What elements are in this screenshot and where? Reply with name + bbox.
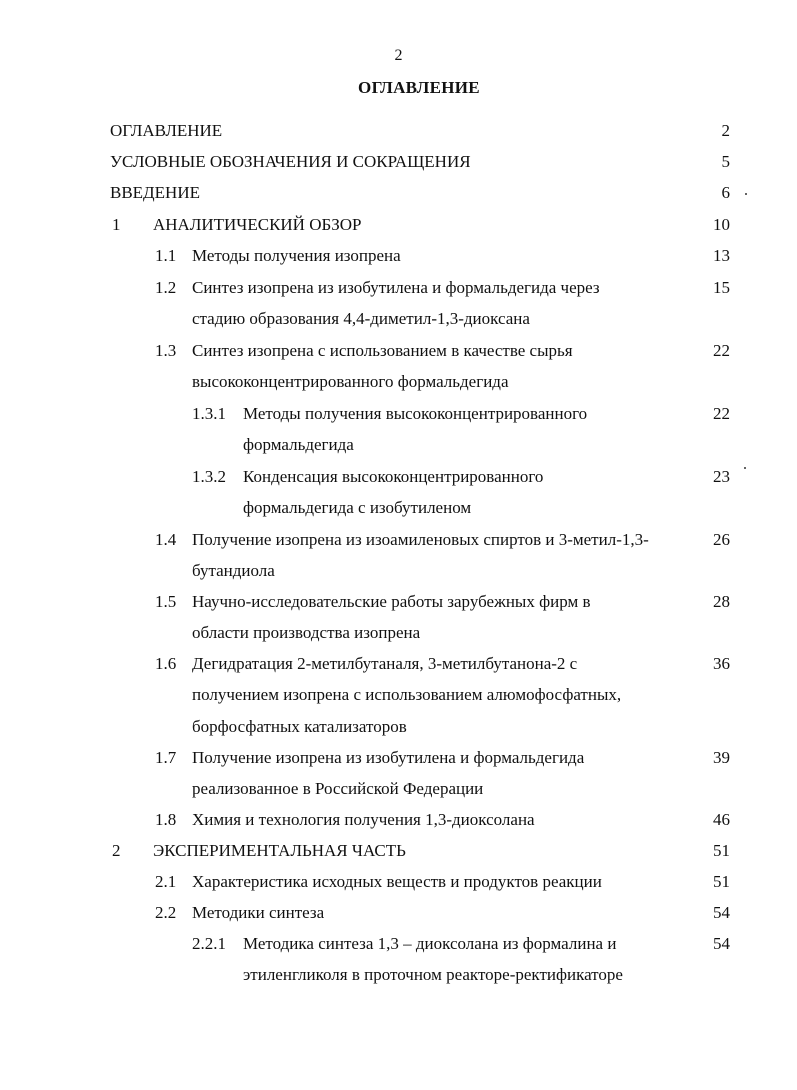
toc-entry-title-line: Методики синтеза (192, 903, 325, 922)
toc-entry-page: 15 (713, 278, 730, 297)
page-number: 2 (394, 47, 403, 64)
toc-entry-page: 2 (721, 121, 730, 140)
toc-entry-number: 1.5 (155, 592, 177, 611)
toc-entry (0, 146, 797, 177)
toc-entry (0, 804, 797, 835)
toc-entry (0, 866, 797, 897)
toc-entry-page: 36 (713, 654, 730, 673)
toc-entry (0, 115, 797, 146)
toc-entry-title-line: Синтез изопрена из изобутилена и формальдегида через (192, 278, 600, 297)
toc-entry-title-line: реализованное в Российской Федерации (192, 779, 484, 799)
toc-entry (0, 240, 797, 271)
toc-entry-page: 51 (713, 841, 730, 860)
toc-entry-page: 6 (721, 183, 730, 202)
toc-entry-page: 39 (713, 748, 730, 767)
toc-entry-page: 54 (713, 903, 730, 922)
toc-entry-title-line: Дегидратация 2-метилбутаналя, 3-метилбутанона-2 с (192, 654, 578, 673)
toc-entry-title-line: получением изопрена с использованием алюмофосфатных, (192, 685, 622, 705)
toc-entry (0, 209, 797, 240)
toc-entry (0, 742, 797, 805)
toc-entry (0, 272, 797, 335)
toc-entry-page: 22 (713, 404, 730, 423)
toc-entry-number: 1.1 (155, 246, 177, 265)
toc-entry-title-line: ВВЕДЕНИЕ (110, 183, 200, 202)
toc-entry-number: 1.7 (155, 748, 177, 767)
toc-entry-number: 2.2 (155, 903, 177, 922)
toc-entry-title-line: Методы получения высококонцентрированного (243, 404, 588, 423)
toc-entry-title-line: Получение изопрена из изоамиленовых спиртов и 3-метил-1,3- (192, 530, 649, 549)
toc-entry-page: 46 (713, 810, 730, 829)
toc-entry (0, 398, 797, 461)
toc-entry-title-line: Научно-исследовательские работы зарубежных фирм в (192, 592, 591, 611)
toc-entry-title-line: ОГЛАВЛЕНИЕ (110, 121, 223, 140)
toc-entry-page: 10 (713, 215, 730, 234)
toc-entry-number: 1.3.1 (192, 404, 226, 423)
page-title: ОГЛАВЛЕНИЕ (358, 78, 480, 97)
toc-entry-number: 2.2.1 (192, 934, 226, 953)
toc-entry-title-line: Получение изопрена из изобутилена и формальдегида (192, 748, 585, 767)
toc-entry-title-line: бутандиола (192, 561, 275, 581)
toc-entry-page: 5 (721, 152, 730, 171)
toc-entry-number: 1 (112, 215, 121, 234)
toc-entry-number: 2.1 (155, 872, 177, 891)
toc-entry-title-line: Характеристика исходных веществ и продуктов реакции (192, 872, 602, 891)
toc-entry-title-line: формальдегида с изобутиленом (243, 498, 472, 518)
toc-entry-number: 2 (112, 841, 121, 860)
toc-entry (0, 648, 797, 742)
toc-entry-page: 28 (713, 592, 730, 611)
toc-entry (0, 177, 797, 208)
toc-entry-title-line: Конденсация высококонцентрированного (243, 467, 544, 486)
toc-entry-page: 26 (713, 530, 730, 549)
toc-entry (0, 461, 797, 524)
toc-entry (0, 835, 797, 866)
toc-entry-title-line: стадию образования 4,4-диметил-1,3-диоксана (192, 309, 530, 329)
toc-entry-title-line: борфосфатных катализаторов (192, 716, 407, 736)
toc-entry-number: 1.3.2 (192, 467, 226, 486)
toc-entry-title-line: Методы получения изопрена (192, 246, 401, 265)
toc-entry-title-line: ЭКСПЕРИМЕНТАЛЬНАЯ ЧАСТЬ (153, 841, 406, 860)
toc-entry-title-line: формальдегида (243, 435, 354, 455)
toc-entry-page: 51 (713, 872, 730, 891)
toc-entry-number: 1.3 (155, 341, 177, 360)
toc-entry (0, 897, 797, 928)
toc-entry-number: 1.2 (155, 278, 177, 297)
toc-entry-number: 1.8 (155, 810, 177, 829)
toc-entry (0, 335, 797, 398)
toc-entry-title-line: области производства изопрена (192, 623, 421, 643)
toc-entry-page: 22 (713, 341, 730, 360)
toc-entry-title-line: Синтез изопрена с использованием в качестве сырья (192, 341, 573, 360)
toc-entry (0, 524, 797, 587)
scan-speck (745, 193, 747, 195)
toc-entry-title-line: Методика синтеза 1,3 – диоксолана из формалина и (243, 934, 617, 953)
toc-entry-title-line: АНАЛИТИЧЕСКИЙ ОБЗОР (153, 215, 362, 234)
toc-entry-number: 1.4 (155, 530, 177, 549)
toc-entry-title-line: высококонцентрированного формальдегида (192, 372, 509, 392)
toc-entry-page: 23 (713, 467, 730, 486)
toc-entry-number: 1.6 (155, 654, 177, 673)
toc-entry-page: 13 (713, 246, 730, 265)
toc-entry-title-line: Химия и технология получения 1,3-диоксолана (192, 810, 535, 829)
toc-entry-title-line: этиленгликоля в проточном реакторе-ректификаторе (243, 965, 623, 985)
toc-entry (0, 586, 797, 649)
toc-entry (0, 928, 797, 991)
scan-speck (744, 467, 746, 469)
toc-entry-title-line: УСЛОВНЫЕ ОБОЗНАЧЕНИЯ И СОКРАЩЕНИЯ (110, 152, 471, 171)
toc-entry-page: 54 (713, 934, 730, 953)
